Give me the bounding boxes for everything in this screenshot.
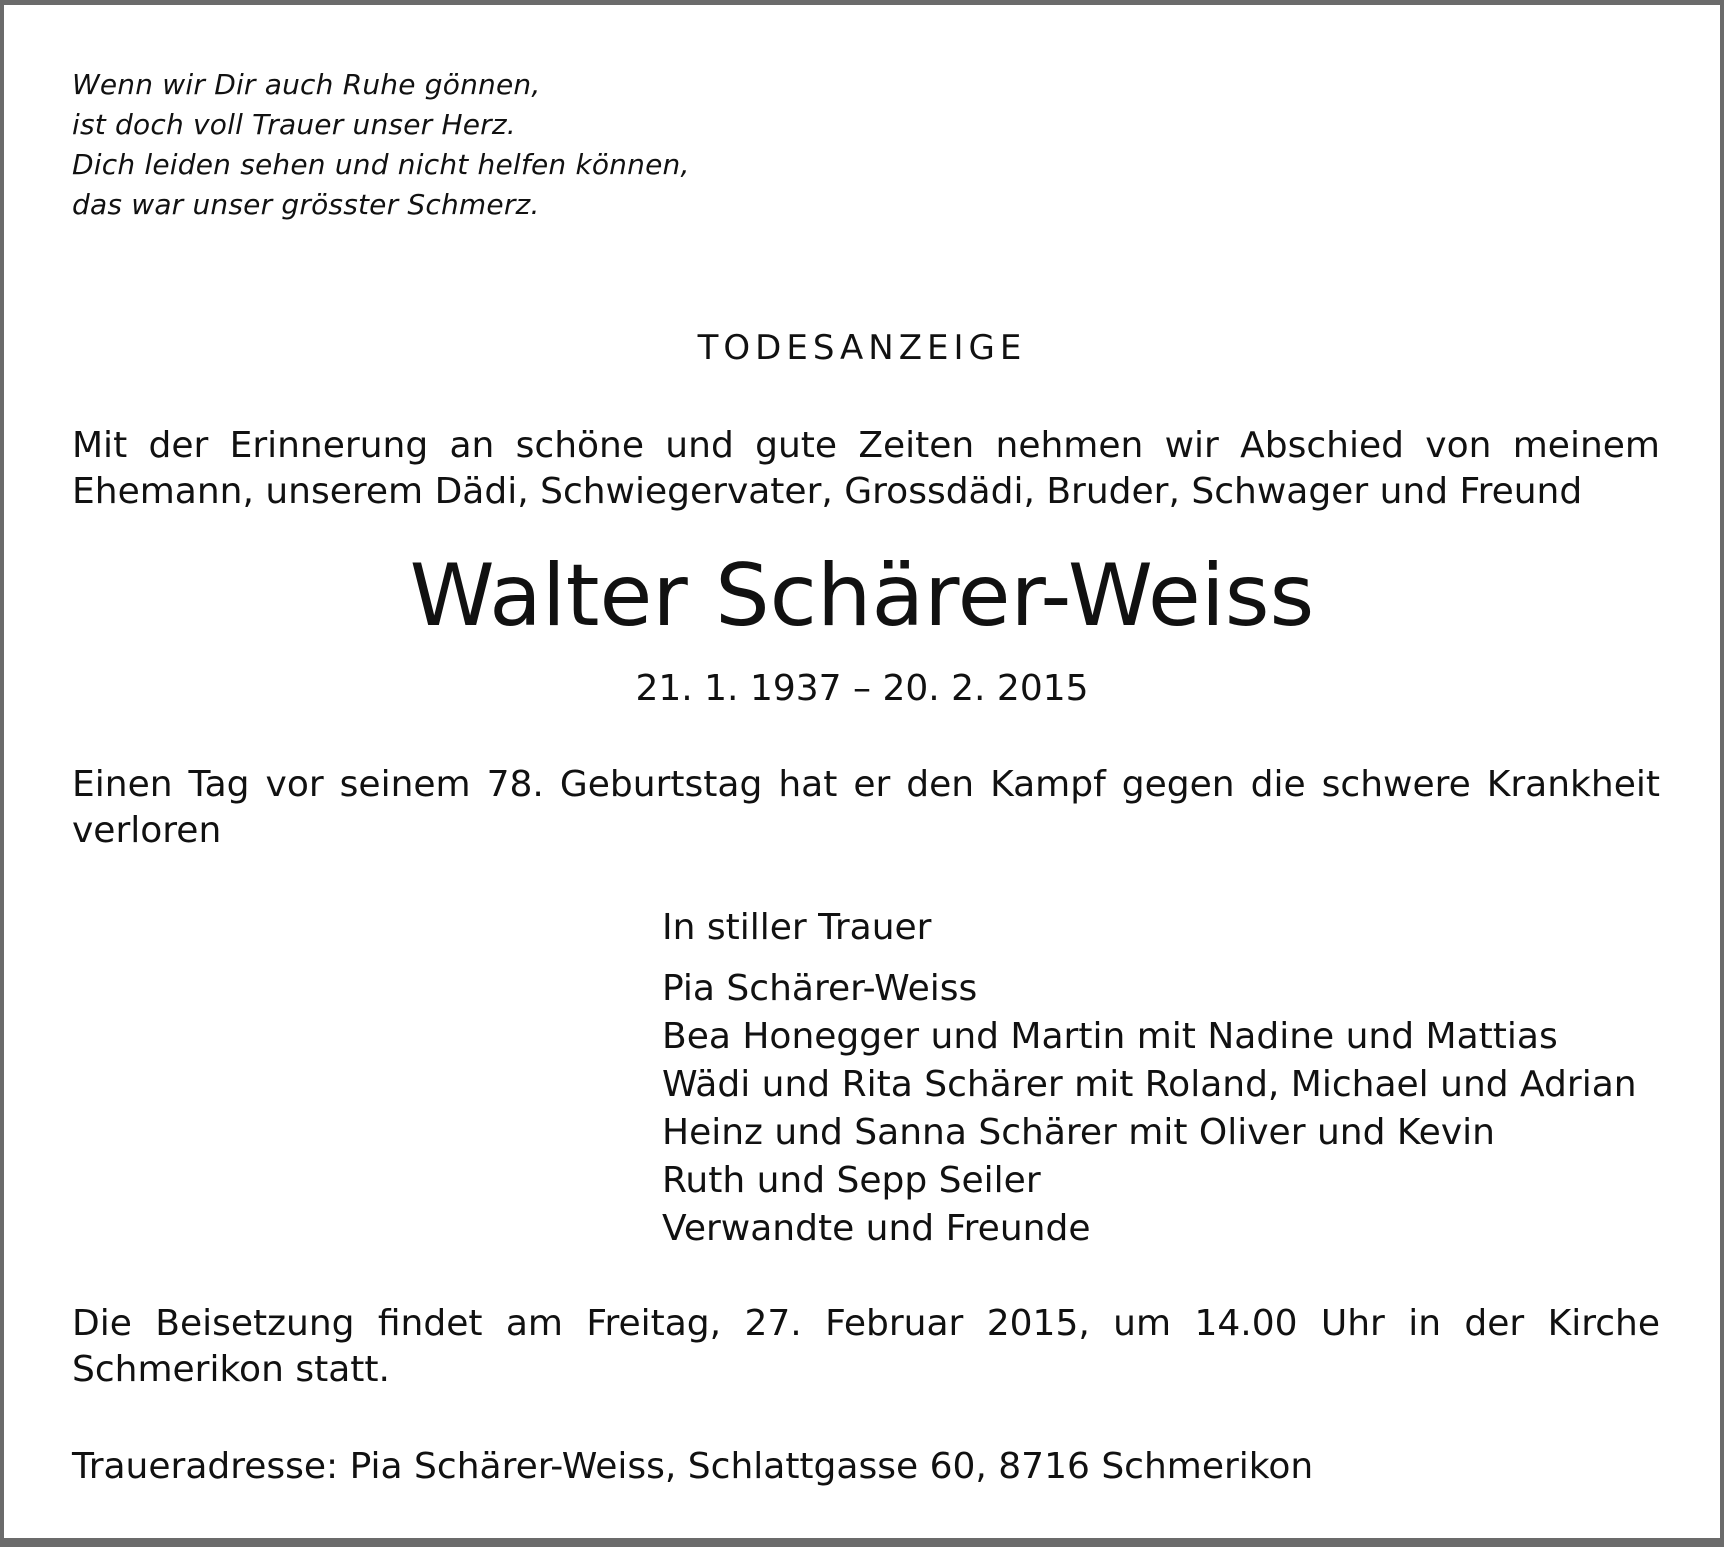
mourner-name: Bea Honegger und Martin mit Nadine und Mattias	[662, 1016, 1558, 1057]
poem-line: das war unser grösster Schmerz.	[72, 188, 540, 221]
poem-line: Dich leiden sehen und nicht helfen können,	[72, 148, 690, 181]
poem	[72, 65, 690, 225]
mourning-address: Traueradresse: Pia Schärer-Weiss, Schlattgasse 60, 8716 Schmerikon	[72, 1446, 1314, 1487]
burial-line: Schmerikon statt.	[72, 1349, 390, 1390]
death-note-line: verloren	[72, 810, 222, 851]
death-note-line: Einen Tag vor seinem 78. Geburtstag hat er den Kampf gegen die schwere Krankheit	[72, 764, 1660, 805]
deceased-name: Walter Schärer-Weiss	[409, 546, 1315, 646]
mourners-list	[662, 905, 1637, 1253]
burial-line: Die Beisetzung findet am Freitag, 27. Februar 2015, um 14.00 Uhr in der Kirche	[72, 1303, 1660, 1344]
mourner-name: Wädi und Rita Schärer mit Roland, Michael und Adrian	[662, 1064, 1637, 1105]
poem-line: Wenn wir Dir auch Ruhe gönnen,	[72, 68, 541, 101]
intro-line: Mit der Erinnerung an schöne und gute Zeiten nehmen wir Abschied von meinem	[72, 425, 1660, 466]
poem-line: ist doch voll Trauer unser Herz.	[72, 108, 516, 141]
mourners-lead: In stiller Trauer	[662, 907, 932, 948]
life-dates: 21. 1. 1937 – 20. 2. 2015	[635, 668, 1089, 709]
intro-paragraph	[72, 423, 1660, 515]
intro-line: Ehemann, unserem Dädi, Schwiegervater, Grossdädi, Bruder, Schwager und Freund	[72, 471, 1583, 512]
burial-paragraph	[72, 1301, 1660, 1393]
mourner-name: Verwandte und Freunde	[662, 1208, 1091, 1249]
mourner-name: Ruth und Sepp Seiler	[662, 1160, 1041, 1201]
mourner-name: Heinz und Sanna Schärer mit Oliver und Kevin	[662, 1112, 1495, 1153]
notice-heading: TODESANZEIGE	[697, 328, 1027, 368]
mourner-name: Pia Schärer-Weiss	[662, 968, 978, 1009]
death-note-paragraph	[72, 762, 1660, 854]
